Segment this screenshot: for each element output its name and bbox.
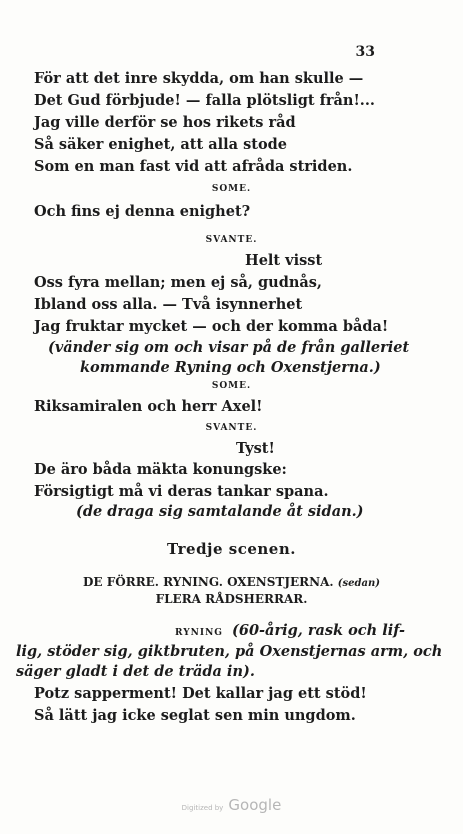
verse-line: Och fins ej denna enighet? [34,203,251,220]
stage-direction: (de draga sig samtalande åt sidan.) [76,503,364,520]
verse-line: Helt visst [245,252,323,269]
verse-line: Det Gud förbjude! — falla plötsligt från!... [34,92,375,109]
verse-line: Så lätt jag icke seglat sen min ungdom. [34,707,356,724]
verse-line: Som en man fast vid att afråda striden. [34,158,353,175]
cast-note: (sedan) [337,578,380,589]
stage-direction: säger gladt i det de träda in). [16,663,255,680]
verse-line: Tyst! [236,440,275,457]
verse-line: Så säker enighet, att alla stode [34,136,287,153]
verse-line: Ibland oss alla. — Två isynnerhet [34,296,303,313]
verse-line: För att det inre skydda, om han skulle — [34,70,364,87]
verse-line: Jag ville derför se hos rikets råd [34,114,296,131]
verse-line: Potz sapperment! Det kallar jag ett stöd! [34,685,367,702]
verse-line: Försigtigt må vi deras tankar spana. [34,483,329,500]
stage-direction: (vänder sig om och visar på de från galleriet [48,339,410,356]
cast-list [0,575,463,589]
page-number: 33 [355,44,375,60]
verse-line: Oss fyra mellan; men ej så, gudnås, [34,274,322,291]
stage-direction: kommande Ryning och Oxenstjerna.) [80,359,381,376]
digitized-label: Digitized by [181,804,224,812]
speaker-label: SVANTE. [205,423,258,433]
cast-names: DE FÖRRE. RYNING. OXENSTJERNA. [83,575,334,589]
speaker-label: RYNING [175,628,223,638]
stage-direction: (60-årig, rask och lif- [232,622,405,639]
cast-list-second: FLERA RÅDSHERRAR. [155,592,308,606]
digitized-watermark [0,795,463,814]
verse-line: Jag fruktar mycket — och der komma båda! [34,318,389,335]
speaker-label: SVANTE. [205,235,258,245]
stage-direction: lig, stöder sig, giktbruten, på Oxenstjernas arm, och [16,643,443,660]
google-logo: Google [228,796,282,814]
scene-title: Tredje scenen. [167,540,296,558]
speaker-label: SOME. [211,381,252,391]
verse-line: Riksamiralen och herr Axel! [34,398,263,415]
speaker-label: SOME. [211,184,252,194]
verse-line: De äro båda mäkta konungske: [34,461,287,478]
